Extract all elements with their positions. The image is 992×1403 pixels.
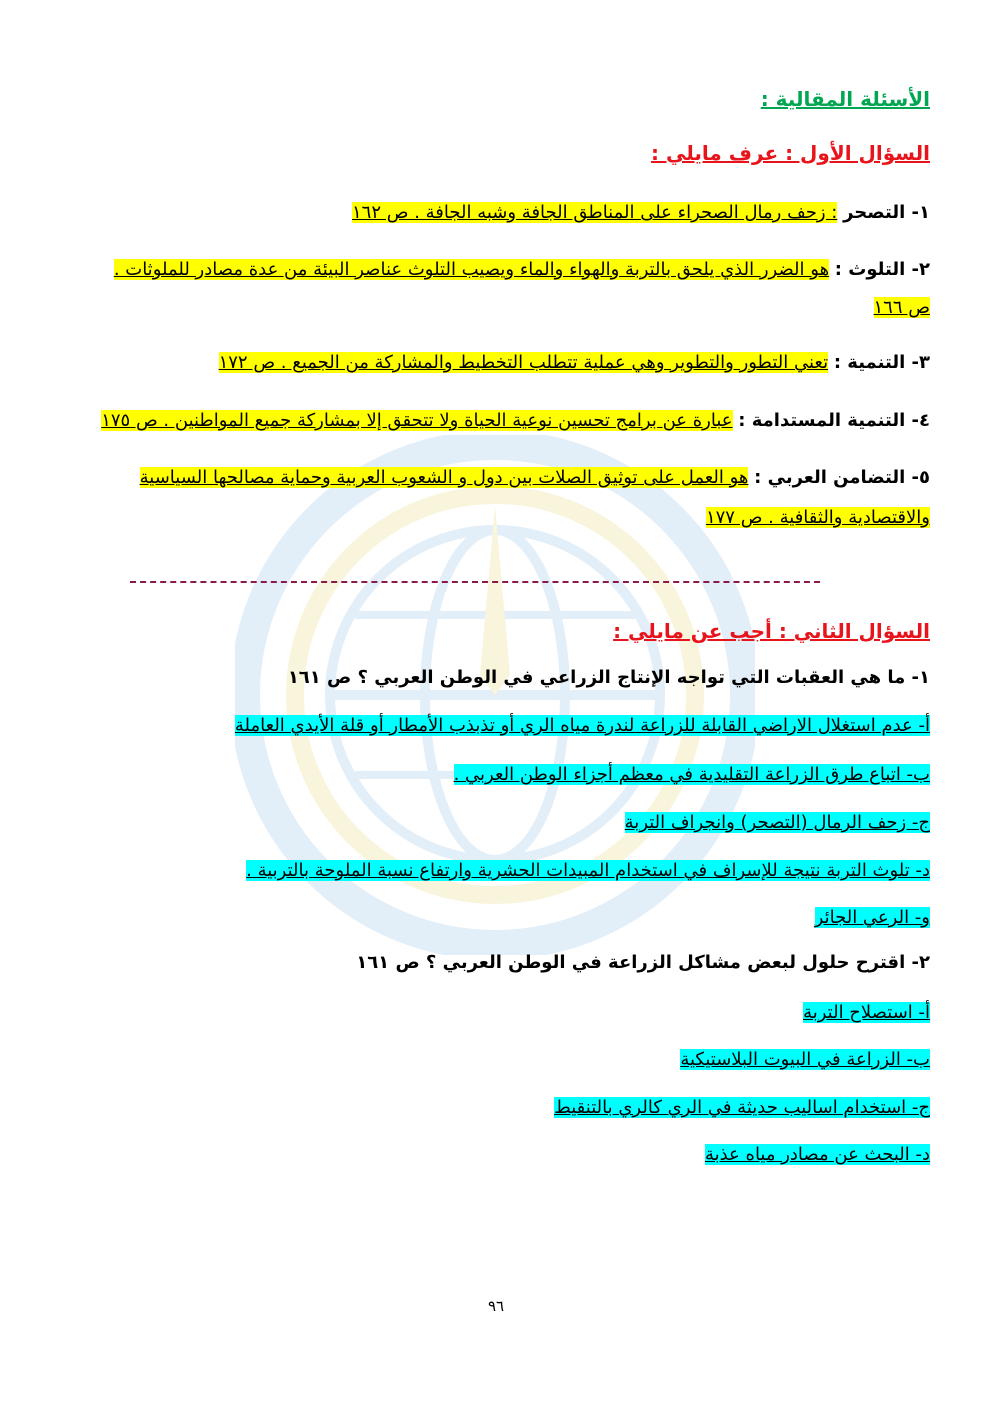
answer-text: ب- اتباع طرق الزراعة التقليدية في معظم أجزاء الوطن العربي . [453, 764, 930, 785]
definition-text: تعني التطور والتطوير وهي عملية تتطلب التخطيط والمشاركة من الجميع . ص ١٧٢ [218, 352, 829, 373]
answer-text: أ- استصلاح التربة [803, 1002, 930, 1023]
answer-text: د- البحث عن مصادر مياه عذبة [704, 1144, 930, 1165]
answer-item [246, 858, 930, 884]
definition-term: ٣- التنمية : [833, 352, 930, 373]
definition-text-continued: ص ١٦٦ [873, 297, 930, 318]
definition-text: : زحف رمال الصحراء على المناطق الجافة وشبه الجافة . ص ١٦٢ [351, 202, 838, 223]
definition-item [114, 257, 930, 283]
answer-item [803, 1000, 930, 1026]
definition-term: ٤- التنمية المستدامة : [738, 410, 930, 431]
answer-text: و- الرعي الجائر [814, 907, 930, 928]
question-1-title: السؤال الأول : عرف مايلي : [651, 141, 930, 165]
answer-item [625, 810, 930, 836]
definition-text: عبارة عن برامج تحسين نوعية الحياة ولا تتحقق إلا بمشاركة جميع المواطنين . ص ١٧٥ [101, 410, 733, 431]
definition-item [219, 350, 930, 376]
answer-text: ج- استخدام اساليب حديثة في الري كالري بالتنقيط [554, 1097, 930, 1118]
answer-text: أ- عدم استغلال الاراضي القابلة للزراعة لندرة مياه الري أو تذبذب الأمطار أو قلة الأيدي العاملة [234, 715, 930, 736]
definition-term: ٢- التلوث : [834, 259, 930, 280]
definition-text: هو الضرر الذي يلحق بالتربة والهواء والماء ويصيب التلوث عناصر البيئة من عدة مصادر للملوثات . [113, 259, 830, 280]
page-number: ٩٦ [487, 1297, 505, 1315]
answer-item [680, 1047, 930, 1073]
answer-item [554, 1095, 930, 1121]
section-title: الأسئلة المقالية : [760, 87, 930, 111]
definition-term: ١- التصحر [843, 202, 930, 223]
definition-term: ٥- التضامن العربي : [754, 467, 930, 488]
sub-question-2: ٢- اقترح حلول لبعض مشاكل الزراعة في الوطن العربي ؟ ص ١٦١ [356, 952, 930, 973]
answer-item [705, 1142, 930, 1168]
answer-item [454, 762, 930, 788]
definition-text-continued: والاقتصادية والثقافية . ص ١٧٧ [705, 507, 930, 528]
answer-text: د- تلوث التربة نتيجة للإسراف في استخدام المبيدات الحشرية وارتفاع نسبة الملوحة بالتربية . [246, 860, 930, 881]
answer-item [235, 713, 930, 739]
sub-question-1: ١- ما هي العقبات التي تواجه الإنتاج الزراعي في الوطن العربي ؟ ص ١٦١ [287, 667, 930, 688]
answer-item [815, 905, 930, 931]
dashed-divider [130, 581, 820, 583]
definition-item [140, 465, 930, 491]
definition-continuation [706, 505, 930, 531]
answer-text: ج- زحف الرمال (التصحر) وانجراف التربة [624, 812, 930, 833]
definition-text: هو العمل على توثيق الصلات بين دول و الشعوب العربية وحماية مصالحها السياسية [139, 467, 749, 488]
definition-item [352, 200, 930, 226]
definition-continuation [874, 295, 931, 321]
definition-item [101, 408, 930, 434]
question-2-title: السؤال الثاني : أجب عن مايلي : [613, 619, 930, 643]
answer-text: ب- الزراعة في البيوت البلاستيكية [680, 1049, 930, 1070]
